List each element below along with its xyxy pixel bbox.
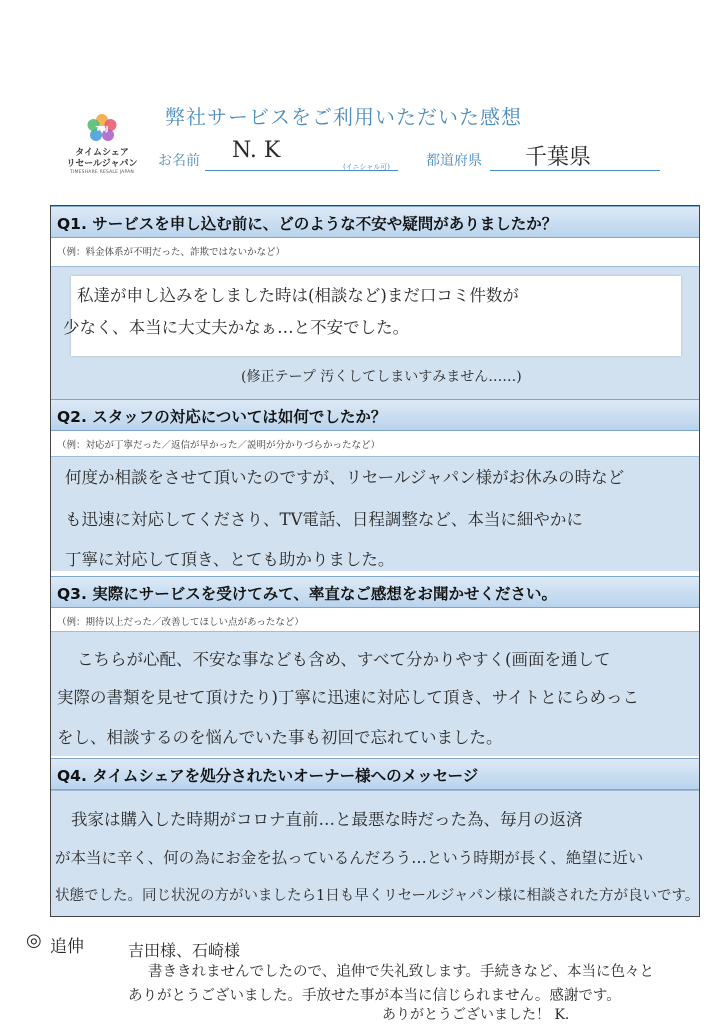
- company-logo: [52, 112, 152, 175]
- q2-question: Q2. スタッフの対応については如何でしたか？: [57, 408, 387, 426]
- q4-question: Q4. タイムシェアを処分されたいオーナー様へのメッセージ: [57, 767, 479, 785]
- q1-example: （例：料金体系が不明だった、詐欺ではないかなど）: [57, 247, 286, 258]
- q3-answer-line1: こちらが心配、不安な事なども含め、すべて分かりやすく(画面を通して: [77, 650, 611, 669]
- logo-line2: リセールジャパン: [66, 159, 138, 169]
- q2-answer-line2: も迅速に対応してくださり、TV電話、日程調整など、本当に細やかに: [65, 510, 583, 529]
- q3-answer-line3: をし、相談するのを悩んでいた事も初回で忘れていました。: [57, 728, 503, 747]
- logo-flower-icon: [85, 112, 119, 146]
- q1-answer-line1: 私達が申し込みをしました時は(相談など)まだ口コミ件数が: [77, 286, 519, 305]
- name-label: お名前: [158, 153, 200, 169]
- survey-form: [50, 205, 700, 917]
- q3-example: （例：期待以上だった／改善してほしい点があったなど）: [57, 617, 304, 628]
- initial-note: (イニシャル可): [343, 163, 391, 171]
- logo-line1: タイムシェア: [75, 148, 129, 158]
- prefecture-label: 都道府県: [426, 153, 482, 169]
- q2-header: [51, 399, 699, 431]
- postscript-addressees: 吉田様、石崎様: [128, 941, 241, 960]
- logo-mark: TRJ: [95, 125, 109, 133]
- prefecture-value: 千葉県: [525, 145, 592, 170]
- q3-question: Q3. 実際にサービスを受けてみて、率直なご感想をお聞かせください。: [57, 585, 557, 603]
- q1-answer-line2: 少なく、本当に大丈夫かなぁ…と不安でした。: [63, 318, 410, 337]
- postscript-line3: ありがとうございました！ K.: [382, 1007, 570, 1023]
- q1-question: Q1. サービスを申し込む前に、どのような不安や疑問がありましたか？: [57, 215, 558, 233]
- page-title: 弊社サービスをご利用いただいた感想: [165, 105, 522, 129]
- postscript-line1: 書ききれませんでしたので、追伸で失礼致します。手続きなど、本当に色々と: [148, 964, 655, 980]
- logo-line3: TIMESHARE RESALE JAPAN: [70, 170, 134, 175]
- q2-answer-line1: 何度か相談をさせて頂いたのですが、リセールジャパン様がお休みの時など: [65, 468, 625, 487]
- postscript-circle-mark: ◎: [26, 930, 42, 951]
- q3-answer-line2: 実際の書類を見せて頂けたり)丁寧に迅速に対応して頂き、サイトとにらめっこ: [57, 688, 639, 707]
- q4-answer-line2: が本当に辛く、何の為にお金を払っているんだろう…という時期が長く、絶望に近い: [55, 849, 644, 867]
- q1-answer-note: (修正テープ 汚くしてしまいすみません……): [241, 369, 522, 385]
- q3-header: [51, 576, 699, 608]
- q4-answer-line1: 我家は購入した時期がコロナ直前…と最悪な時だった為、毎月の返済: [71, 810, 583, 829]
- postscript-label: 追伸: [50, 937, 84, 957]
- postscript-line2: ありがとうございました。手放せた事が本当に信じられません。感謝です。: [128, 988, 621, 1004]
- q1-header: [51, 206, 699, 238]
- q2-answer-line3: 丁寧に対応して頂き、とても助かりました。: [65, 550, 395, 569]
- q2-example: （例：対応が丁寧だった／返信が早かった／説明が分かりづらかったなど）: [57, 440, 381, 451]
- name-value: N. K: [232, 138, 281, 163]
- q4-answer-line3: 状態でした。同じ状況の方がいましたら1日も早くリセールジャパン様に相談された方が良いです。: [55, 888, 700, 904]
- q4-header: [51, 758, 699, 790]
